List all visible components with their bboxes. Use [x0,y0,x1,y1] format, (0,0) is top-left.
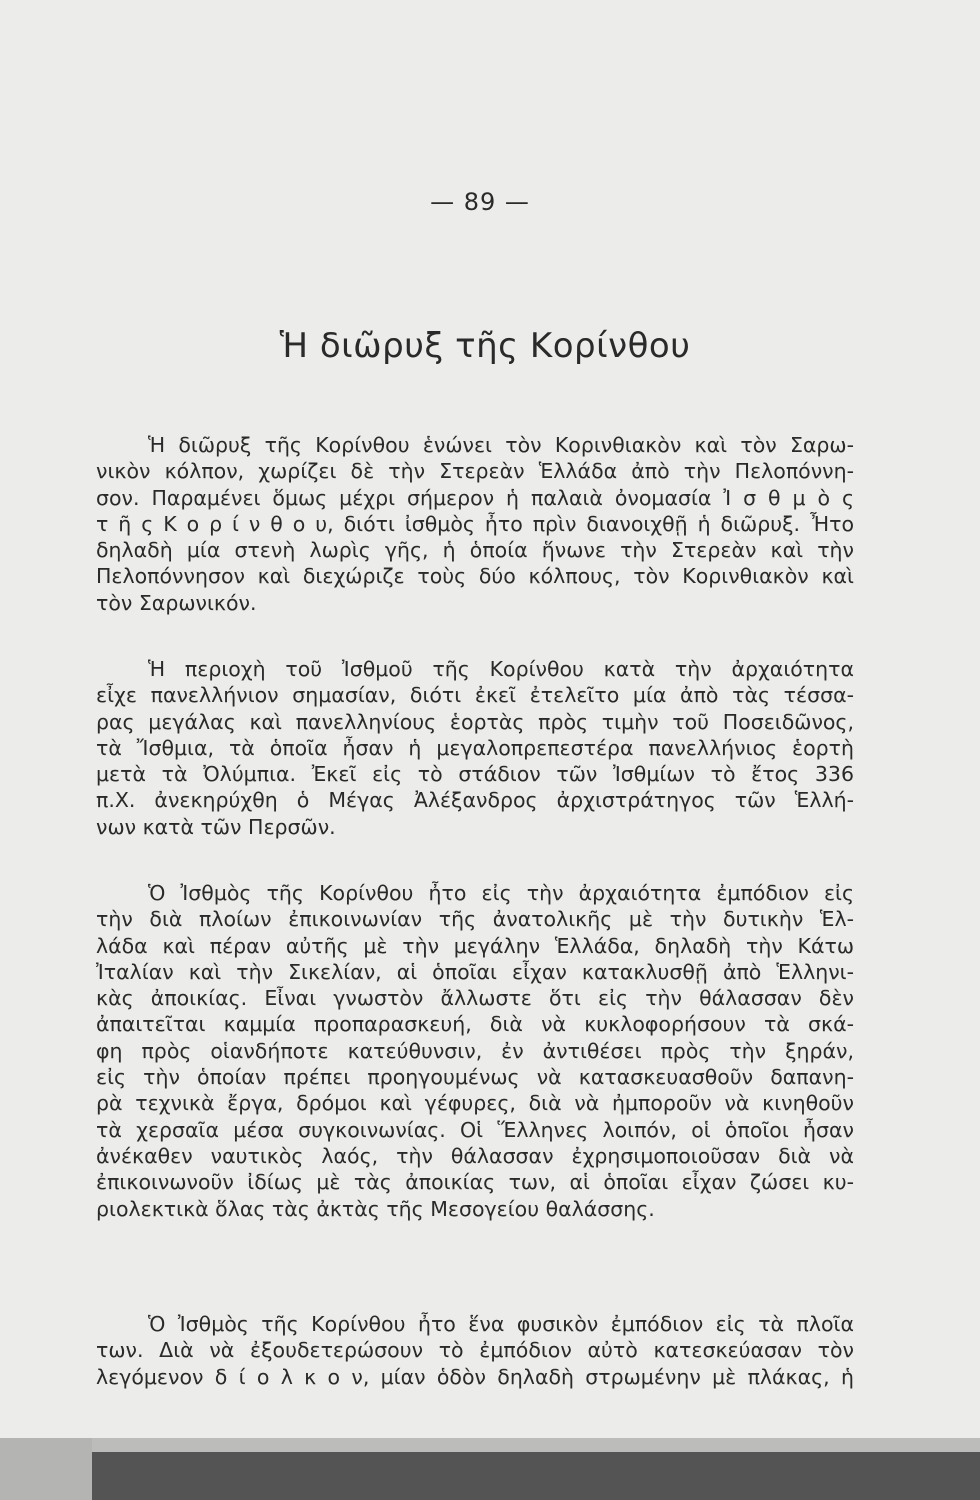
text-line: σον. Παραμένει ὅμως μέχρι σήμερον ἡ παλαιὰ ὀνομασία Ἰ σ θ μ ὸ ς [96,485,854,510]
text-line: ριολεκτικὰ ὅλας τὰς ἀκτὰς τῆς Μεσογείου θαλάσσης. [96,1196,655,1221]
text-line: Ὁ Ἰσθμὸς τῆς Κορίνθου ἦτο ἕνα φυσικὸν ἐμπόδιον εἰς τὰ πλοῖα [148,1312,854,1336]
text-line: εἶχε πανελλήνιον σημασίαν, διότι ἐκεῖ ἐτελεῖτο μία ἀπὸ τὰς τέσσα- [96,683,854,708]
text-line: τὴν διὰ πλοίων ἐπικοινωνίαν τῆς ἀνατολικῆς μὲ τὴν δυτικὴν Ἑλ- [96,907,854,932]
paragraph-3 [96,880,854,1222]
text-line: λάδα καὶ πέραν αὐτῆς μὲ τὴν μεγάλην Ἑλλάδα, δηλαδὴ τὴν Κάτω [96,933,854,958]
text-line: Ἡ περιοχὴ τοῦ Ἰσθμοῦ τῆς Κορίνθου κατὰ τὴν ἀρχαιότητα [148,657,854,681]
text-line: νικὸν κόλπον, χωρίζει δὲ τὴν Στερεὰν Ἑλλάδα ἀπὸ τὴν Πελοπόννη- [96,459,854,484]
text-line: ἀνέκαθεν ναυτικὸς λαός, τὴν θάλασσαν ἐχρησιμοποιοῦσαν διὰ νὰ [96,1143,854,1168]
paragraph-1 [96,432,854,616]
text-line: φη πρὸς οἱανδήποτε κατεύθυνσιν, ἐν ἀντιθέσει πρὸς τὴν ξηράν, [96,1038,854,1063]
text-line: Ἡ διῶρυξ τῆς Κορίνθου ἑνώνει τὸν Κορινθιακὸν καὶ τὸν Σαρω- [148,433,854,457]
paragraph-2 [96,656,854,840]
text-line: τὸν Σαρωνικόν. [96,590,257,615]
page-number: — 89 — [430,188,530,216]
paragraph-4 [96,1311,854,1390]
text-line: τὰ χερσαῖα μέσα συγκοινωνίας. Οἱ Ἕλληνες λοιπόν, οἱ ὁποῖοι ἦσαν [96,1117,854,1142]
text-line: κὰς ἀποικίας. Εἶναι γνωστὸν ἄλλωστε ὅτι εἰς τὴν θάλασσαν δὲν [96,986,854,1011]
text-line: δηλαδὴ μία στενὴ λωρὶς γῆς, ἡ ὁποία ἥνωνε τὴν Στερεὰν καὶ τὴν [96,538,854,563]
text-line: τὰ Ἴσθμια, τὰ ὁποῖα ἦσαν ἡ μεγαλοπρεπεστέρα πανελλήνιος ἑορτὴ [96,735,854,760]
text-line: Ὁ Ἰσθμὸς τῆς Κορίνθου ἦτο εἰς τὴν ἀρχαιότητα ἐμπόδιον εἰς [148,881,854,905]
text-line: ἐπικοινωνοῦν ἰδίως μὲ τὰς ἀποικίας των, αἱ ὁποῖαι εἶχαν ζώσει κυ- [96,1170,854,1195]
text-line: λεγόμενον δ ί ο λ κ ο ν, μίαν ὁδὸν δηλαδὴ στρωμένην μὲ πλάκας, ἡ [96,1364,854,1389]
text-line: νων κατὰ τῶν Περσῶν. [96,814,336,839]
text-line: τ ῆ ς Κ ο ρ ί ν θ ο υ, διότι ἰσθμὸς ἦτο πρὶν διανοιχθῇ ἡ διῶρυξ. Ἦτο [96,511,854,536]
text-line: Πελοπόννησον καὶ διεχώριζε τοὺς δύο κόλπους, τὸν Κορινθιακὸν καὶ [96,564,854,589]
text-line: ρὰ τεχνικὰ ἔργα, δρόμοι καὶ γέφυρες, διὰ νὰ ἠμποροῦν νὰ κινηθοῦν [96,1091,854,1116]
text-line: ἀπαιτεῖται καμμία προπαρασκευή, διὰ νὰ κυκλοφορήσουν τὰ σκά- [96,1012,854,1037]
scan-edge-left [0,1438,92,1500]
text-line: εἰς τὴν ὁποίαν πρέπει προηγουμένως νὰ κατασκευασθοῦν δαπανη- [96,1065,854,1090]
scan-edge-dark [92,1452,980,1500]
text-line: ρας μεγάλας καὶ πανελληνίους ἑορτὰς πρὸς τιμὴν τοῦ Ποσειδῶνος, [96,709,854,734]
text-line: π.Χ. ἀνεκηρύχθη ὁ Μέγας Ἀλέξανδρος ἀρχιστράτηγος τῶν Ἑλλή- [96,788,854,813]
chapter-title: Ἡ διῶρυξ τῆς Κορίνθου [279,326,691,366]
text-line: μετὰ τὰ Ὀλύμπια. Ἐκεῖ εἰς τὸ στάδιον τῶν Ἰσθμίων τὸ ἔτος 336 [96,762,854,787]
text-line: των. Διὰ νὰ ἐξουδετερώσουν τὸ ἐμπόδιον αὐτὸ κατεσκεύασαν τὸν [96,1338,854,1363]
text-line: Ἰταλίαν καὶ τὴν Σικελίαν, αἱ ὁποῖαι εἶχαν κατακλυσθῇ ἀπὸ Ἑλληνι- [96,959,854,984]
